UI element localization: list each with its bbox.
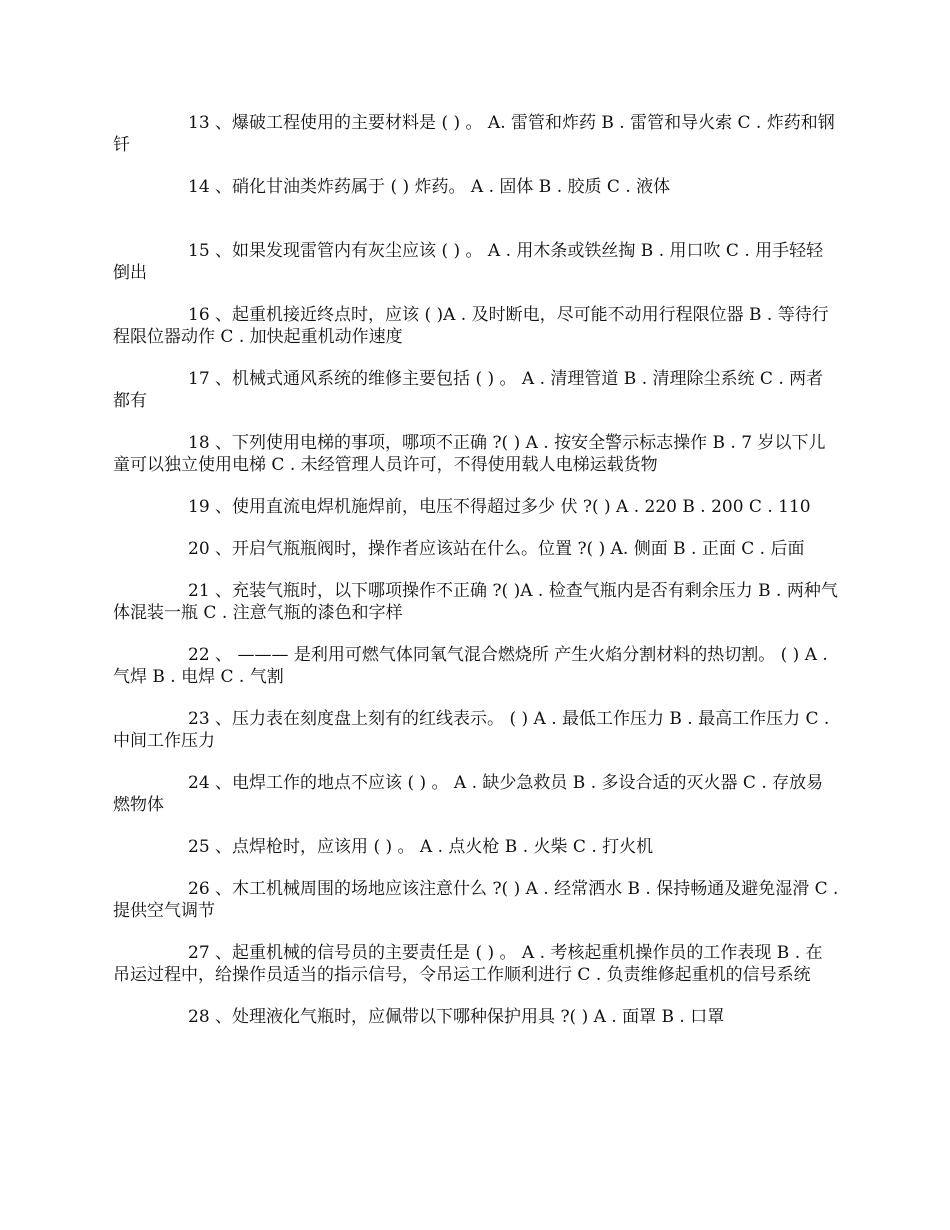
question-16: 16 、起重机接近终点时，应该 ( )A . 及时断电，尽可能不动用行程限位器 B . 等待行程限位器动作 C . 加快起重机动作速度 [113,305,829,347]
question-13: 13 、爆破工程使用的主要材料是 ( ) 。 A. 雷管和炸药 B . 雷管和导火索 C . 炸药和钢钎 [113,113,835,155]
question-25: 25 、点焊枪时，应该用 ( ) 。 A . 点火枪 B . 火柴 C . 打火机 [188,837,654,857]
question-18: 18 、下列使用电梯的事项，哪项不正确 ?( ) A . 按安全警示标志操作 B . 7 岁以下儿童可以独立使用电梯 C . 未经管理人员许可，不得使用载人电梯运载货物 [113,433,826,475]
question-23: 23 、压力表在刻度盘上刻有的红线表示。 ( ) A . 最低工作压力 B . 最高工作压力 C . 中间工作压力 [113,709,830,751]
question-20: 20 、开启气瓶瓶阀时，操作者应该站在什么。位置 ?( ) A. 侧面 B . 正面 C . 后面 [188,539,805,559]
question-19: 19 、使用直流电焊机施焊前，电压不得超过多少 伏 ?( ) A . 220 B . 200 C . 110 [188,497,811,517]
question-21: 21 、充装气瓶时，以下哪项操作不正确 ?( )A . 检查气瓶内是否有剩余压力 B . 两种气体混装一瓶 C . 注意气瓶的漆色和字样 [113,581,838,623]
question-17: 17 、机械式通风系统的维修主要包括 ( ) 。 A . 清理管道 B . 清理除尘系统 C . 两者都有 [113,369,824,411]
document-page [113,112,839,1048]
question-24: 24 、电焊工作的地点不应该 ( ) 。 A . 缺少急救员 B . 多设合适的灭火器 C . 存放易燃物体 [113,773,824,815]
question-28: 28 、处理液化气瓶时，应佩带以下哪种保护用具 ?( ) A . 面罩 B . 口罩 [188,1007,725,1027]
question-26: 26 、木工机械周围的场地应该注意什么 ?( ) A . 经常洒水 B . 保持畅通及避免湿滑 C . 提供空气调节 [113,879,839,921]
question-14: 14 、硝化甘油类炸药属于 ( ) 炸药。 A . 固体 B . 胶质 C . 液体 [188,177,671,197]
question-22: 22 、 ——— 是利用可燃气体同氧气混合燃烧所 产生火焰分割材料的热切割。 ( ) A . 气焊 B . 电焊 C . 气割 [113,645,828,687]
question-15: 15 、如果发现雷管内有灰尘应该 ( ) 。 A . 用木条或铁丝掏 B . 用口吹 C . 用手轻轻倒出 [113,241,824,283]
question-27: 27 、起重机械的信号员的主要责任是 ( ) 。 A . 考核起重机操作员的工作表现 B . 在吊运过程中，给操作员适当的指示信号，令吊运工作顺利进行 C . 负责维修起重机的信号系统 [113,943,823,985]
